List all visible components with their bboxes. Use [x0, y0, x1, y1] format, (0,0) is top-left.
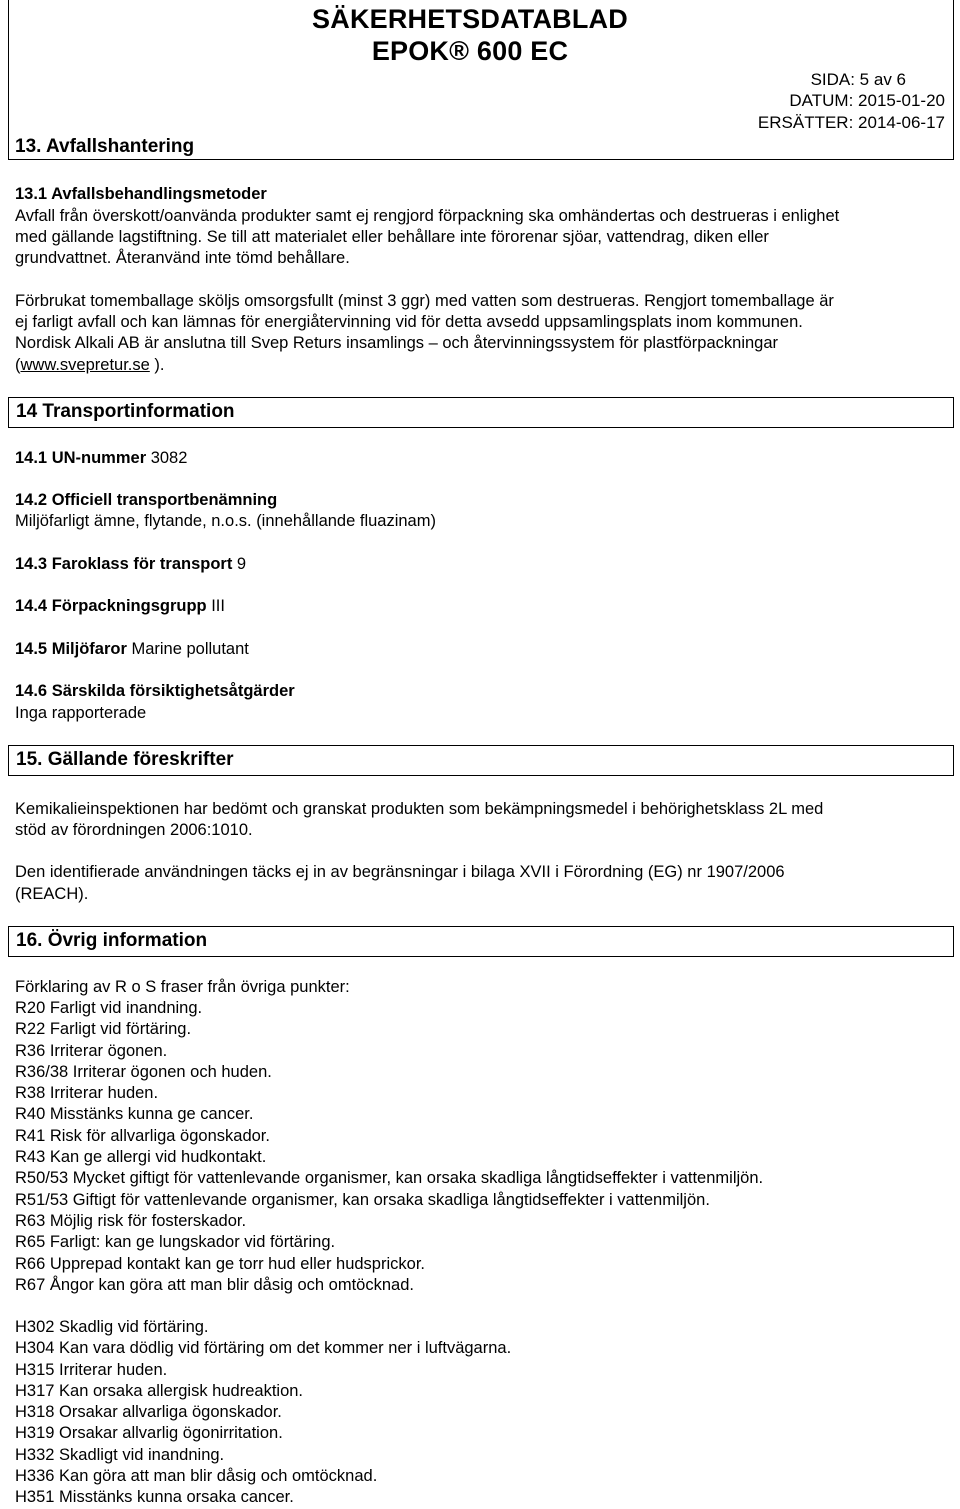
hazard-class-row: [15, 554, 246, 575]
phrases-intro: Förklaring av R o S fraser från övriga punkter:: [15, 978, 350, 996]
h-phrase: H336 Kan göra att man blir dåsig och omtöcknad.: [15, 1467, 378, 1486]
env-hazard-value: Marine pollutant: [126, 640, 249, 658]
r-phrase: R65 Farligt: kan ge lungskador vid förtäring.: [15, 1233, 336, 1252]
paren-close: ).: [149, 356, 165, 374]
r-phrase: R38 Irriterar huden.: [15, 1084, 159, 1103]
section-16-box: [8, 926, 954, 957]
document-date: DATUM: 2015-01-20: [789, 91, 945, 110]
transport-name-label: 14.2 Officiell transportbenämning: [15, 491, 278, 509]
transport-name-value: Miljöfarligt ämne, flytande, n.o.s. (innehållande fluazinam): [15, 512, 436, 530]
env-hazard-label: 14.5 Miljöfaror: [15, 640, 127, 658]
un-number-row: [15, 448, 187, 469]
h-phrase: H319 Orsakar allvarlig ögonirritation.: [15, 1424, 283, 1443]
h-phrase: H302 Skadlig vid förtäring.: [15, 1318, 209, 1336]
product-name: EPOK® 600 EC: [371, 36, 569, 66]
h-phrase: H315 Irriterar huden.: [15, 1360, 168, 1379]
subsection-13-1-title: 13.1 Avfallsbehandlingsmetoder: [15, 185, 267, 203]
env-hazard-row: [15, 639, 249, 660]
s15-text-line: (REACH).: [15, 885, 89, 903]
section-16-title: 16. Övrig information: [16, 930, 208, 951]
document-title: SÄKERHETSDATABLAD: [312, 4, 628, 34]
r-phrase: R67 Ångor kan göra att man blir dåsig och omtöcknad.: [15, 1275, 414, 1294]
section-13-heading: 13. Avfallshantering: [15, 136, 195, 157]
s13-text-line: Avfall från överskott/oanvända produkter samt ej rengjord förpackning ska omhändertas och destrueras i enlighet: [15, 207, 840, 225]
r-phrase: R22 Farligt vid förtäring.: [15, 1020, 192, 1039]
packing-group-label: 14.4 Förpackningsgrupp: [15, 597, 207, 615]
h-phrase: H317 Kan orsaka allergisk hudreaktion.: [15, 1381, 304, 1400]
r-phrase: R20 Farligt vid inandning.: [15, 999, 203, 1017]
section-14-box: [8, 397, 954, 428]
un-number-value: 3082: [146, 449, 188, 467]
s15-text-line: Den identifierade användningen täcks ej in av begränsningar i bilaga XVII i Förordning (EG) nr 1907/2006: [15, 863, 785, 881]
svepretur-link[interactable]: www.svepretur.se: [20, 356, 150, 374]
s13-text-line: grundvattnet. Återanvänd inte tömd behållare.: [15, 249, 350, 267]
r-phrase: R66 Upprepad kontakt kan ge torr hud eller hudsprickor.: [15, 1254, 425, 1273]
document-header: [8, 0, 954, 160]
h-phrase: H332 Skadligt vid inandning.: [15, 1445, 225, 1464]
special-precautions-label: 14.6 Särskilda försiktighetsåtgärder: [15, 682, 295, 700]
section-15-box: [8, 745, 954, 776]
r-phrase: R40 Misstänks kunna ge cancer.: [15, 1105, 254, 1124]
r-phrase: R51/53 Giftigt för vattenlevande organismer, kan orsaka skadliga långtidseffekter i vattenmiljön.: [15, 1190, 710, 1209]
s13-text-line: med gällande lagstiftning. Se till att materialet eller behållare inte förorenar sjöar, vattendrag, diken eller: [15, 228, 769, 246]
h-phrase: H318 Orsakar allvarliga ögonskador.: [15, 1403, 282, 1422]
s13-text-line: Förbrukat tomemballage sköljs omsorgsfullt (minst 3 ggr) med vatten som destrueras. Rengjort tomemballage är: [15, 292, 834, 310]
s13-text-line: [15, 355, 164, 376]
r-phrase: R50/53 Mycket giftigt för vattenlevande organismer, kan orsaka skadliga långtidseffekter i vattenmiljön.: [15, 1169, 764, 1188]
hazard-class-label: 14.3 Faroklass för transport: [15, 555, 233, 573]
special-precautions-value: Inga rapporterade: [15, 704, 147, 722]
r-phrase: R36 Irriterar ögonen.: [15, 1041, 168, 1060]
s15-text-line: Kemikalieinspektionen har bedömt och granskat produkten som bekämpningsmedel i behörighetsklass 2L med: [15, 800, 824, 818]
page-number: SIDA: 5 av 6: [810, 70, 906, 89]
s13-text-line: Nordisk Alkali AB är anslutna till Svep Returs insamlings – och återvinningssystem för plastförpackningar: [15, 334, 779, 352]
paren-open: (: [15, 356, 21, 374]
r-phrase: R43 Kan ge allergi vid hudkontakt.: [15, 1148, 267, 1167]
h-phrase-list: [15, 1317, 511, 1509]
packing-group-value: III: [206, 597, 225, 615]
s13-text-line: ej farligt avfall och kan lämnas för energiåtervinning vid för detta avsedd uppsamlingsplats inom kommunen.: [15, 313, 803, 331]
hazard-class-value: 9: [232, 555, 247, 573]
packing-group-row: [15, 596, 225, 617]
h-phrase: H304 Kan vara dödlig vid förtäring om det kommer ner i luftvägarna.: [15, 1339, 512, 1358]
replaces-date: ERSÄTTER: 2014-06-17: [757, 113, 945, 132]
r-phrase: R36/38 Irriterar ögonen och huden.: [15, 1062, 272, 1081]
r-phrase: R63 Möjlig risk för fosterskador.: [15, 1211, 247, 1230]
r-phrase: R41 Risk för allvarliga ögonskador.: [15, 1126, 270, 1145]
s15-text-line: stöd av förordningen 2006:1010.: [15, 821, 253, 839]
r-phrase-list: [15, 998, 763, 1296]
section-15-title: 15. Gällande föreskrifter: [16, 749, 234, 770]
h-phrase: H351 Misstänks kunna orsaka cancer.: [15, 1488, 294, 1507]
section-14-title: 14 Transportinformation: [16, 401, 235, 422]
un-number-label: 14.1 UN-nummer: [15, 449, 147, 467]
